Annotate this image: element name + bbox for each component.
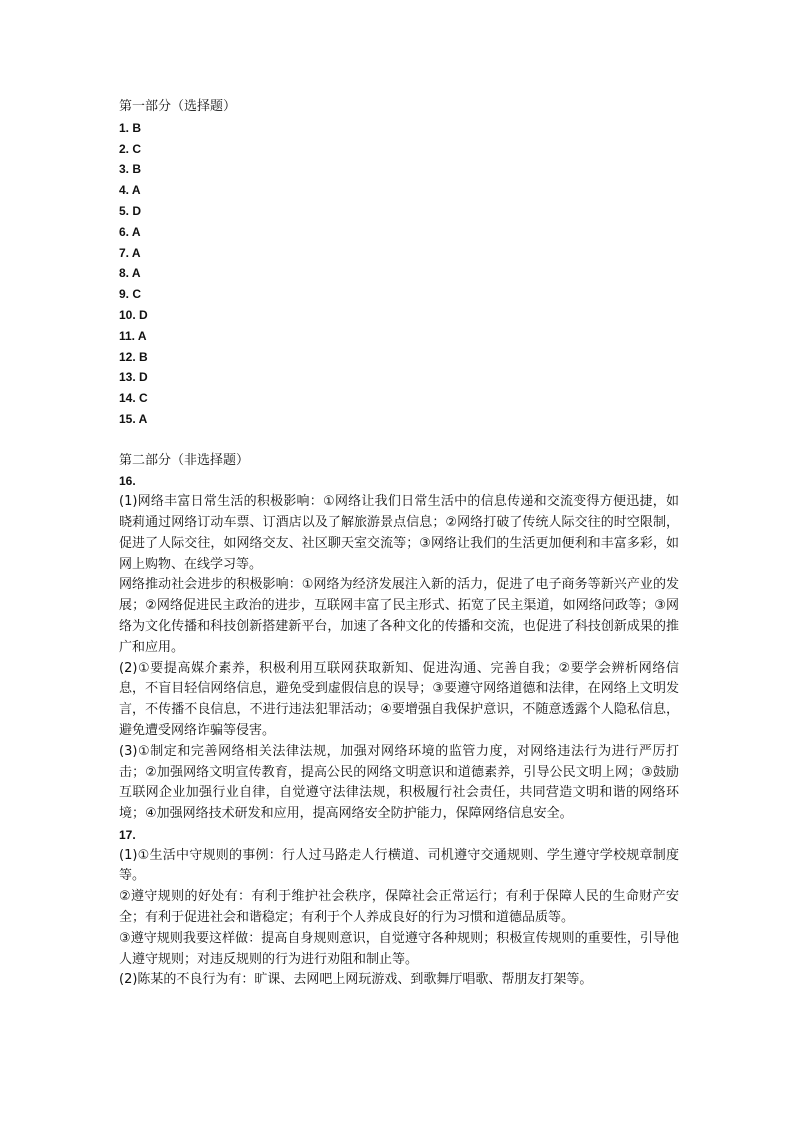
answer-item: 14. C [119, 391, 148, 406]
answer-item: 11. A [119, 328, 147, 343]
answer-item: 13. D [119, 370, 148, 385]
answer-item: 9. C [119, 287, 142, 302]
answer-item: 6. A [119, 224, 141, 239]
question-17-number: 17. [119, 827, 136, 842]
document-page [119, 97, 679, 991]
answer-item: 7. A [119, 245, 141, 260]
question-16-number: 16. [119, 474, 136, 489]
answer-list [119, 118, 679, 430]
q17-answer-1a: (1)①生活中守规则的事例：行人过马路走人行横道、司机遵守交通规则、学生遵守学校规章制度等。 [119, 847, 679, 884]
answer-item: 2. C [119, 141, 142, 156]
part2-title: 第二部分（非选择题） [119, 452, 250, 468]
answer-item: 1. B [119, 120, 142, 135]
answer-item: 8. A [119, 266, 141, 281]
q16-answer-1: (1)网络丰富日常生活的积极影响：①网络让我们日常生活中的信息传递和交流变得方便迅捷，如晓莉通过网络订动车票、订酒店以及了解旅游景点信息；②网络打破了传统人际交往的时空限制，促进了人际交往，如网络交友、社区聊天室交流等；③网络让我们的生活更加便利和丰富多彩，如网上购物、在线学习等。 [119, 494, 679, 572]
answer-item: 3. B [119, 162, 142, 177]
q16-answer-2: (2)①要提高媒介素养，积极利用互联网获取新知、促进沟通、完善自我；②要学会辨析网络信息，不盲目轻信网络信息，避免受到虚假信息的误导；③要遵守网络道德和法律，在网络上文明发言，不传播不良信息，不进行违法犯罪活动；④要增强自我保护意识，不随意透露个人隐私信息，避免遭受网络诈骗等侵害。 [119, 660, 679, 738]
answer-item: 15. A [119, 411, 148, 426]
q17-answer-1b: ②遵守规则的好处有：有利于维护社会秩序，保障社会正常运行；有利于保障人民的生命财产安全；有利于促进社会和谐稳定；有利于个人养成良好的行为习惯和道德品质等。 [119, 889, 679, 926]
part1-title: 第一部分（选择题） [119, 99, 237, 114]
q16-answer-3: (3)①制定和完善网络相关法律法规，加强对网络环境的监管力度，对网络违法行为进行严厉打击；②加强网络文明宣传教育，提高公民的网络文明意识和道德素养，引导公民文明上网；③鼓励互联网企业加强行业自律，自觉遵守法律法规，积极履行社会责任，共同营造文明和谐的网络环境；④加强网络技术研发和应用，提高网络安全防护能力，保障网络信息安全。 [119, 743, 679, 822]
answer-item: 10. D [119, 307, 148, 322]
answer-item: 5. D [119, 203, 142, 218]
answer-item: 12. B [119, 349, 148, 364]
answer-item: 4. A [119, 183, 141, 198]
section-gap [119, 430, 679, 451]
q17-answer-2: (2)陈某的不良行为有：旷课、去网吧上网玩游戏、到歌舞厅唱歌、帮朋友打架等。 [119, 972, 593, 988]
q17-answer-1c: ③遵守规则我要这样做：提高自身规则意识，自觉遵守各种规则；积极宣传规则的重要性，引导他人遵守规则；对违反规则的行为进行劝阻和制止等。 [119, 930, 679, 967]
q16-answer-1b: 网络推动社会进步的积极影响：①网络为经济发展注入新的活力，促进了电子商务等新兴产业的发展；②网络促进民主政治的进步，互联网丰富了民主形式、拓宽了民主渠道，如网络问政等；③网络为文化传播和科技创新搭建新平台，加速了各种文化的传播和交流，也促进了科技创新成果的推广和应用。 [119, 577, 679, 655]
